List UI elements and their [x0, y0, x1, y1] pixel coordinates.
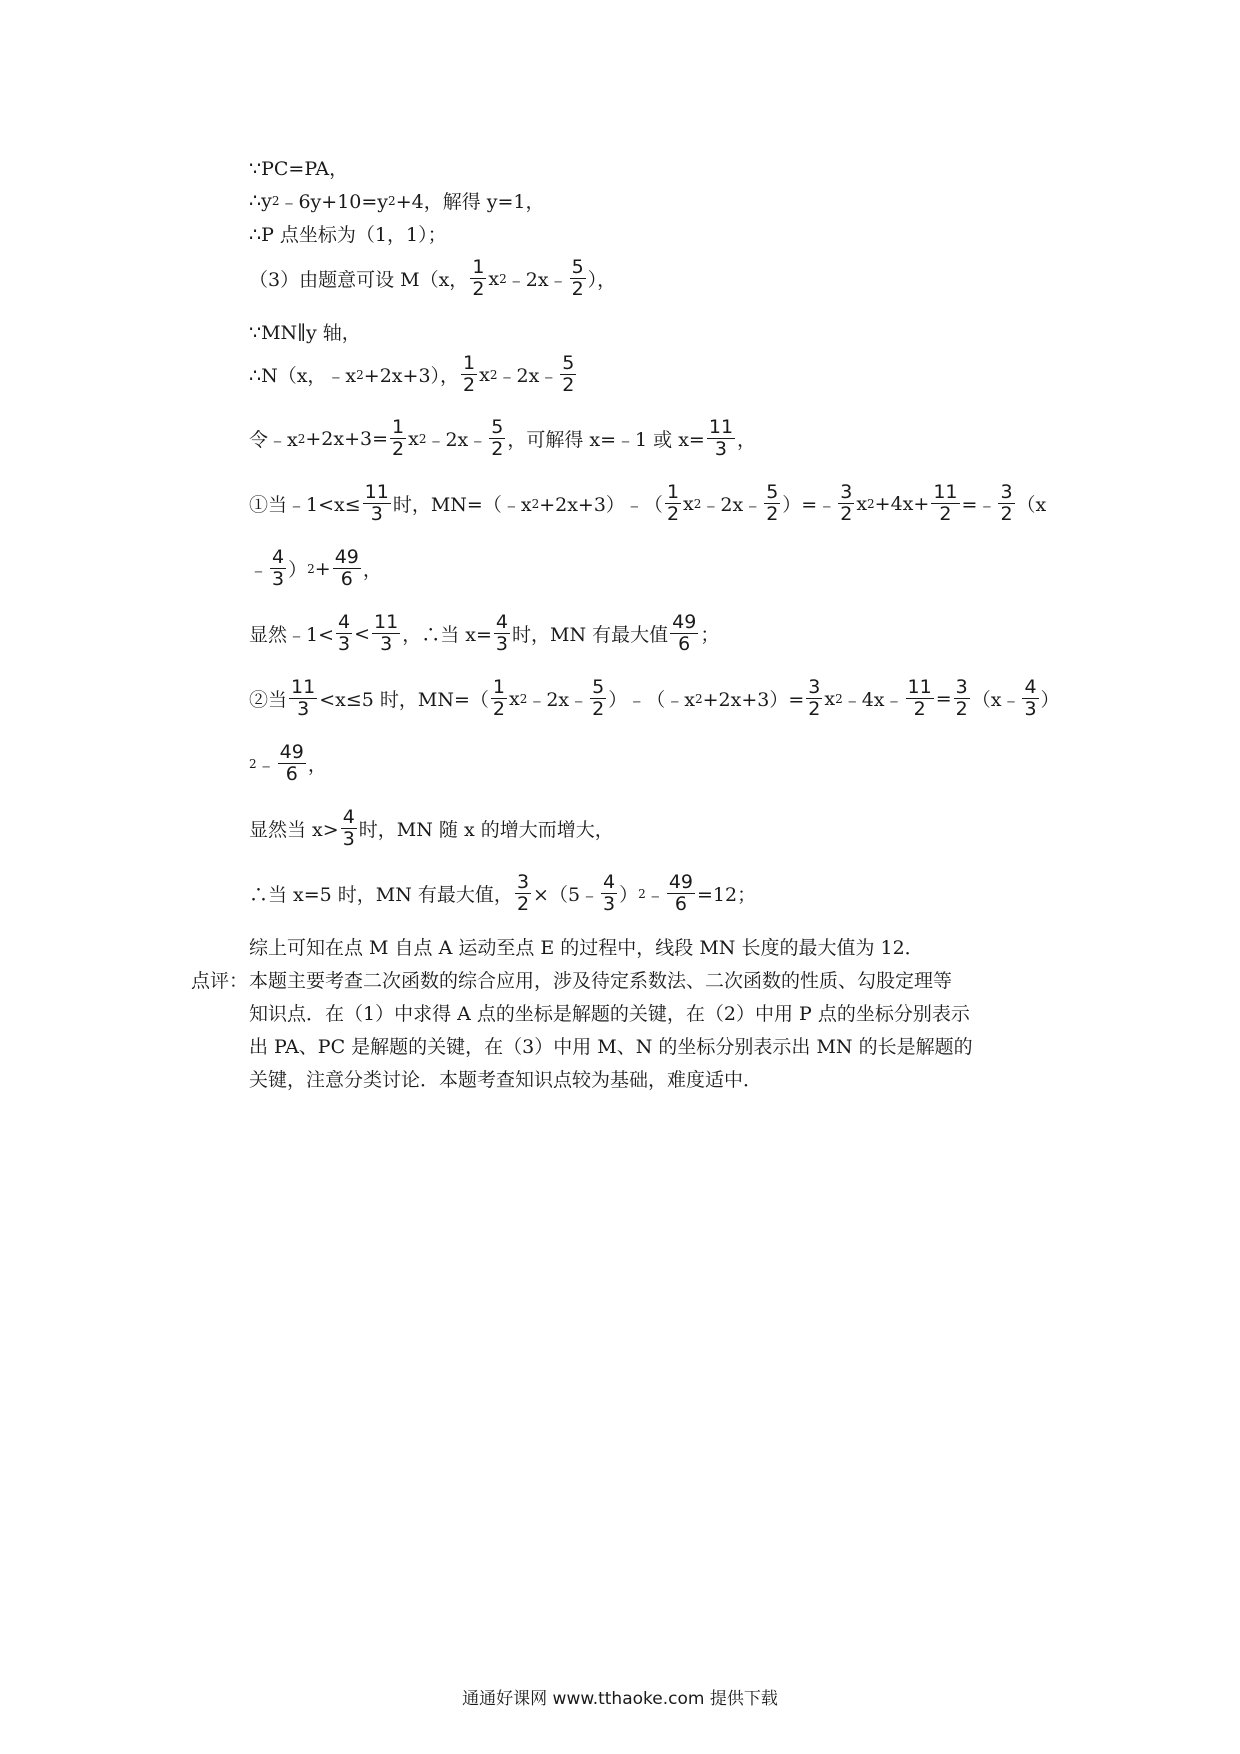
text: +4x+ — [874, 492, 930, 515]
numerator: 1 — [666, 481, 680, 503]
footer-text: 通通好课网 www.tthaoke.com 提供下载 — [462, 1689, 778, 1709]
denominator: 2 — [592, 698, 605, 720]
text: ∴P 点坐标为（1，1）； — [249, 224, 447, 246]
text: ①当﹣1<x≤ — [249, 494, 361, 516]
fraction — [601, 873, 617, 914]
text: =12； — [697, 884, 757, 906]
text: ﹣2x﹣ — [701, 494, 763, 516]
line-11: ②当 $\frac{11}{3}$ <x≤5 时，MN=（ $\frac{1}{2}$ x 2 ﹣2x﹣ $\frac{5}{2}$ ）﹣（﹣x 2 +2x+3）= $\frac{3}{2}$ x 2 ﹣4x﹣ $\frac{11}{2}$ = $\frac{3}{2}$ （x﹣ $\frac{4}{3}$ ） — [249, 676, 1060, 720]
numerator: 5 — [562, 352, 575, 374]
text: ﹣ — [256, 754, 276, 776]
denominator: 2 — [463, 374, 476, 396]
text: <x≤5 时，MN=（ — [319, 689, 489, 711]
fraction — [665, 483, 681, 524]
text: ﹣2x﹣ — [527, 689, 589, 711]
denominator: 3 — [1024, 698, 1037, 720]
text: ﹣2x﹣ — [506, 269, 568, 291]
text: +2x+3= — [305, 427, 389, 450]
denominator: 2 — [939, 503, 952, 525]
line-14: ∴当 x=5 时，MN 有最大值， $\frac{3}{2}$ ×（5﹣ $\frac{4}{3}$ ） 2 ﹣ $\frac{49}{6}$ =12； — [249, 871, 757, 915]
denominator: 2 — [492, 698, 505, 720]
denominator: 3 — [342, 828, 355, 850]
fraction — [461, 354, 477, 395]
text: ∵MN∥y 轴， — [249, 322, 361, 344]
numerator: 4 — [495, 611, 508, 633]
text: （3）由题意可设 M（x， — [249, 269, 469, 291]
comment-line: 知识点．在（1）中求得 A 点的坐标是解题的关键，在（2）中用 P 点的坐标分别表示 — [249, 1003, 970, 1025]
denominator: 2 — [955, 698, 968, 720]
numerator: 1 — [472, 256, 485, 278]
text: ∴N（x，﹣x — [249, 365, 357, 387]
numerator: 4 — [272, 546, 285, 568]
numerator: 5 — [592, 676, 605, 698]
line-5 — [249, 318, 361, 345]
denominator: 2 — [472, 278, 485, 300]
fraction — [341, 808, 357, 849]
numerator: 4 — [603, 871, 616, 893]
numerator: 5 — [491, 416, 504, 438]
text: ﹣4x﹣ — [842, 689, 904, 711]
numerator: 4 — [342, 806, 355, 828]
denominator: 3 — [297, 698, 310, 720]
text: ﹣6y+10=y — [279, 191, 389, 213]
text: ﹣2x﹣ — [497, 365, 559, 387]
line-2: ∴y 2 ﹣6y+10=y 2 +4，解得 y=1， — [249, 187, 544, 214]
text: （x — [1016, 494, 1047, 516]
fraction — [560, 354, 576, 395]
denominator: 3 — [495, 633, 508, 655]
text: +2x+3）， — [363, 365, 460, 387]
fraction — [270, 548, 286, 589]
fraction — [489, 418, 505, 459]
text: 时，MN 有最大值 — [512, 624, 669, 646]
comment-line: 本题主要考查二次函数的综合应用，涉及待定系数法、二次函数的性质、勾股定理等 — [249, 970, 953, 992]
text: ）=﹣ — [782, 494, 837, 516]
text: ）﹣（﹣x — [608, 689, 695, 711]
text: 综上可知在点 M 自点 A 运动至点 E 的过程中，线段 MN 长度的最大值为 12． — [249, 937, 924, 959]
fraction — [491, 678, 507, 719]
text: ， — [307, 754, 327, 776]
fraction — [667, 873, 695, 914]
fraction — [278, 743, 306, 784]
text: 显然﹣1< — [249, 624, 335, 646]
text: ； — [700, 624, 720, 646]
denominator: 3 — [380, 633, 393, 655]
line-10 — [249, 613, 719, 654]
text: =﹣ — [961, 494, 997, 516]
fraction — [336, 613, 352, 654]
line-7: 令﹣x 2 +2x+3= $\frac{1}{2}$ x 2 ﹣2x﹣ $\frac{5}{2}$ ，可解得 x=﹣1 或 x= $\frac{11}{3}$ ， — [249, 416, 757, 460]
numerator: 4 — [1024, 676, 1037, 698]
text: x — [408, 427, 419, 450]
text: ﹣ — [645, 884, 665, 906]
fraction — [333, 548, 361, 589]
numerator: 11 — [364, 481, 389, 503]
denominator: 2 — [571, 278, 584, 300]
text: x — [824, 687, 836, 710]
denominator: 3 — [714, 438, 727, 460]
text: x — [508, 687, 520, 710]
text: ，∴当 x= — [402, 624, 492, 646]
text: x — [479, 363, 490, 386]
denominator: 2 — [840, 503, 853, 525]
text: x — [488, 267, 500, 290]
numerator: 1 — [392, 416, 405, 438]
numerator: 49 — [672, 611, 697, 633]
numerator: 5 — [571, 256, 584, 278]
denominator: 6 — [340, 568, 353, 590]
fraction — [906, 678, 934, 719]
text: +2x+3）﹣（ — [539, 494, 663, 516]
denominator: 6 — [674, 893, 687, 915]
fraction — [998, 483, 1014, 524]
fraction — [838, 483, 854, 524]
text: ∴y — [249, 189, 272, 212]
text: x — [683, 492, 694, 515]
denominator: 2 — [808, 698, 821, 720]
text: ）， — [587, 269, 617, 291]
numerator: 49 — [334, 546, 359, 568]
denominator: 3 — [338, 633, 351, 655]
numerator: 3 — [840, 481, 853, 503]
fraction — [470, 258, 486, 299]
line-8: ①当﹣1<x≤ $\frac{11}{3}$ 时，MN=（﹣x 2 +2x+3）﹣（ $\frac{1}{2}$ x 2 ﹣2x﹣ $\frac{5}{2}$ ）=﹣ $\frac{3}{2}$ x 2 +4x+ $\frac{11}{2}$ =﹣ $\frac{3}{2}$ （x — [249, 481, 1047, 525]
fraction — [590, 678, 606, 719]
text: = — [935, 687, 952, 710]
line-9: ﹣ $\frac{4}{3}$ ） 2 + $\frac{49}{6}$ ， — [249, 546, 382, 590]
text: 时，MN 随 x 的增大而增大， — [358, 819, 614, 841]
numerator: 11 — [907, 676, 932, 698]
fraction — [494, 613, 510, 654]
text: （x﹣ — [971, 689, 1021, 711]
comment-line: 出 PA、PC 是解题的关键，在（3）中用 M、N 的坐标分别表示出 MN 的长是解题的 — [249, 1036, 973, 1058]
fraction — [372, 613, 400, 654]
line-4: （3）由题意可设 M（x， $\frac{1}{2}$ x 2 ﹣2x﹣ $\frac{5}{2}$ ）， — [249, 256, 617, 300]
fraction — [764, 483, 780, 524]
line-6: ∴N（x，﹣x 2 +2x+3）， $\frac{1}{2}$ x 2 ﹣2x﹣ $\frac{5}{2}$ — [249, 352, 575, 396]
numerator: 4 — [338, 611, 351, 633]
denominator: 2 — [562, 374, 575, 396]
numerator: 11 — [933, 481, 958, 503]
numerator: 5 — [766, 481, 779, 503]
fraction — [289, 678, 317, 719]
numerator: 49 — [668, 871, 693, 893]
fraction — [570, 258, 586, 299]
text: ∴当 x=5 时，MN 有最大值， — [249, 884, 513, 906]
fraction — [806, 678, 822, 719]
text: ×（5﹣ — [533, 884, 600, 906]
text: ， — [737, 429, 757, 451]
numerator: 11 — [374, 611, 399, 633]
line-1 — [249, 154, 348, 181]
text: ﹣2x﹣ — [426, 429, 488, 451]
denominator: 2 — [516, 893, 530, 915]
numerator: 1 — [463, 352, 476, 374]
denominator: 2 — [392, 438, 405, 460]
comment-line: 关键，注意分类讨论．本题考查知识点较为基础，难度适中． — [249, 1069, 763, 1091]
text: ， — [362, 559, 382, 581]
denominator: 2 — [913, 698, 926, 720]
numerator: 1 — [492, 676, 505, 698]
fraction — [390, 418, 406, 459]
denominator: 2 — [1000, 503, 1013, 525]
line-12: 2 ﹣ $\frac{49}{6}$ ， — [249, 741, 327, 785]
text: ∵PC=PA， — [249, 158, 349, 180]
text: ﹣ — [249, 559, 269, 581]
line-3 — [249, 220, 447, 247]
comment-label — [191, 965, 248, 998]
text: +2x+3）= — [702, 689, 805, 711]
text: 显然当 x> — [249, 819, 339, 841]
text: < — [354, 622, 371, 645]
summary-line — [249, 932, 924, 965]
text: 时，MN=（﹣x — [392, 494, 532, 516]
line-13 — [249, 808, 614, 849]
denominator: 2 — [491, 438, 504, 460]
numerator: 49 — [279, 741, 304, 763]
text: 令﹣x — [249, 429, 298, 451]
fraction — [670, 613, 698, 654]
denominator: 6 — [285, 763, 298, 785]
denominator: 2 — [766, 503, 779, 525]
numerator: 3 — [955, 676, 968, 698]
fraction — [515, 873, 531, 914]
text: ） — [619, 884, 639, 906]
denominator: 6 — [678, 633, 691, 655]
text: 点评： — [191, 970, 249, 992]
page-footer — [0, 1684, 1240, 1709]
text: ） — [1040, 689, 1060, 711]
fraction — [707, 418, 735, 459]
text: + — [314, 557, 331, 580]
numerator: 3 — [1000, 481, 1013, 503]
text: +4，解得 y=1， — [395, 191, 545, 213]
text: ，可解得 x=﹣1 或 x= — [507, 429, 705, 451]
numerator: 3 — [808, 676, 821, 698]
numerator: 3 — [516, 871, 530, 893]
text: ②当 — [249, 689, 288, 711]
denominator: 3 — [370, 503, 383, 525]
fraction — [931, 483, 959, 524]
text: x — [856, 492, 868, 515]
numerator: 11 — [708, 416, 734, 438]
denominator: 3 — [603, 893, 616, 915]
denominator: 3 — [272, 568, 285, 590]
fraction — [954, 678, 970, 719]
comment-body — [249, 965, 973, 1097]
denominator: 2 — [666, 503, 680, 525]
numerator: 11 — [291, 676, 316, 698]
fraction — [1022, 678, 1038, 719]
text: ） — [288, 559, 308, 581]
fraction — [363, 483, 391, 524]
